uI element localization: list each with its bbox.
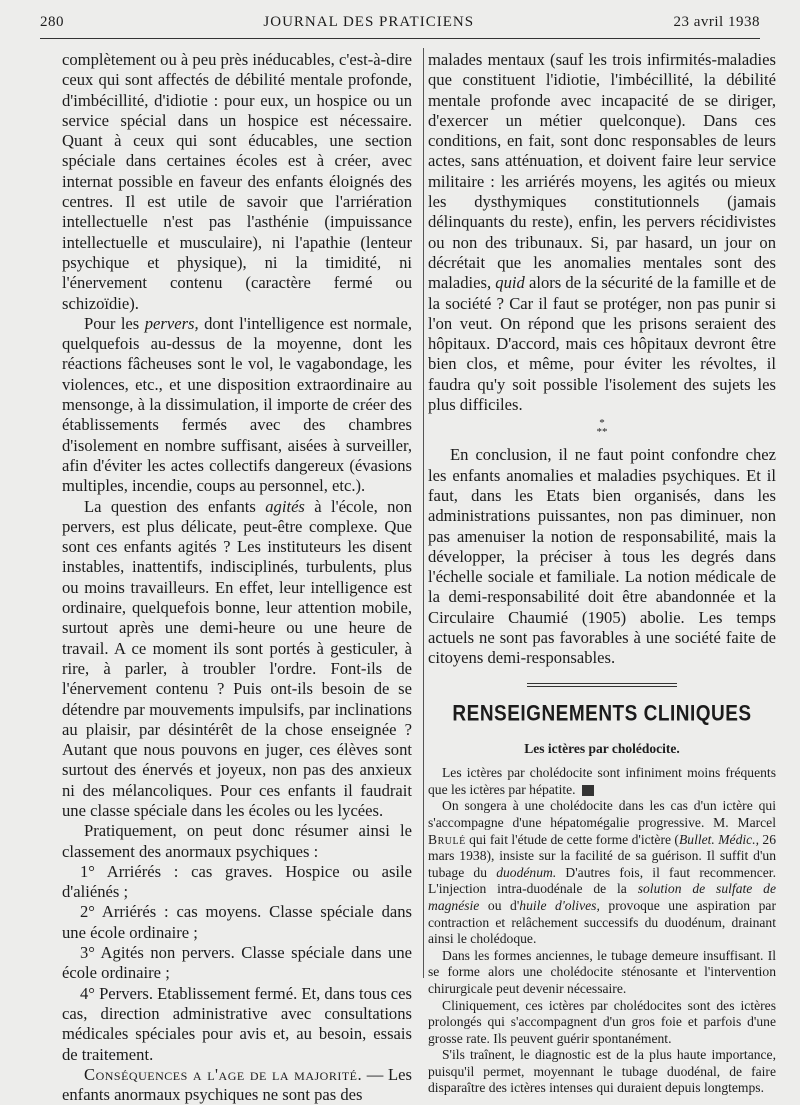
list-item: 2° Arriérés : cas moyens. Classe spéciale dans une école ordinaire ; (62, 902, 412, 942)
paragraph-conclusion: En conclusion, il ne faut point confondre chez les enfants anomalies et maladies psychiques. Et il faut, dans les Etats bien organisés, dans les administrations puissantes, non pas diminuer, non pas amenuiser la notion de responsabilité, mais la développer, la préciser à tous les degrés dans l'échelle sociale et familiale. La notion médicale de la demi-responsabilité doit être abandonnée et la Circulaire Chaumié (1905) abolie. Les temps actuels ne sont pas favorables à une société faite de citoyens demi-responsables. (428, 445, 776, 668)
list-item: 1° Arriérés : cas graves. Hospice ou asile d'aliénés ; (62, 861, 412, 902)
clinical-paragraph: Les ictères par cholédocite sont infiniment moins fréquents que les ictères par hépatite. (428, 765, 776, 797)
paragraph-arrieres: complètement ou à peu près inéducables, c'est-à-dire ceux qui sont affectés de débilité mentale profonde, d'imbécillité, d'idiotie : pour eux, un hospice ou un service spécial dans un hospice est nécessaire. Quant à ceux qui sont éducables, une section spéciale dans certaines écoles est à créer, avec internat possible en faveur des enfants éloignés des centres. Il est utile de savoir que l'arriération intellectuelle n'est pas l'asthénie (impuissance intellectuelle et musculaire), ni l'apathie (lenteur psychique et physique), ni la timidité, ni l'énervement contenu (caractère fermé ou schizoïdie). (62, 50, 412, 313)
section-rule (527, 683, 677, 687)
clinical-paragraph: Cliniquement, ces ictères par cholédocites sont des ictères prolongés qui s'accompagnent d'un gros foie et parfois d'une grosse rate. Ils peuvent guérir spontanément. (428, 997, 776, 1046)
paragraph-malades-mentaux: malades mentaux (sauf les trois infirmités-maladies que constituent l'idiotie, l'imbécillité, la débilité mentale profonde avec incapacité de se diriger, d'exercer un métier quelconque). Dans ces conditions, en fait, sont donc responsables de leurs actes, sans atténuation, et doivent faire leur service militaire : les arriérés moyens, les agités ou mieux les dysthymiques constitutionnels (jamais délinquants du reste), enfin, les pervers récidivistes ou non des tribunaux. Si, par hasard, un jour on décrétait que les anomalies mentales sont des maladies, quid alors de la sécurité de la famille et de la société ? Car il faut se protéger, non pas punir si l'on veut. On répond que les prisons seraient des hôpitaux. D'accord, mais ces hôpitaux devront être bien clos, et même, pour éviter les révoltes, il faudra qu'y soit possible l'isolement des sujets les plus difficiles. (428, 50, 776, 415)
asterism-divider: * ** (596, 417, 608, 439)
page-number: 280 (40, 14, 64, 30)
issue-date: 23 avril 1938 (673, 14, 760, 30)
right-column (428, 50, 776, 1097)
marker-icon (582, 785, 594, 796)
paragraph-agites: La question des enfants agités à l'école, non pervers, est plus délicate, peut-être complexe. Que sont ces enfants agités ? Les instituteurs les disent instables, inattentifs, indisciplinés, turbulents, plus ou moins travailleurs. En effet, leur intelligence est ordinaire, quelquefois bonne, leur attention mobile, surtout après une demi-heure ou une heure de travail. A ce moment ils sont portés à gesticuler, à rire, à parler, à troubler l'ordre. Font-ils de l'énervement contenu ? Puis ont-ils besoin de se détendre par mouvements impulsifs, par inclinations au plaisir, par désintérêt de la chose enseignée ? Autant que nous pouvons en juger, ces élèves sont surtout des énervés et joyeux, non pas des anxieux ni des mélancoliques. Pour ces enfants il faudrait une classe spéciale dans les écoles ou les lycées. (62, 496, 412, 820)
list-item: 3° Agités non pervers. Classe spéciale dans une école ordinaire ; (62, 943, 412, 983)
column-divider (423, 48, 424, 978)
clinical-paragraph: On songera à une cholédocite dans les cas d'un ictère qui s'accompagne d'une hépatomégalie progressive. M. Marcel Brulé qui fait l'étude de cette forme d'ictère (Bullet. Médic., 26 mars 1938), insiste sur la facilité de sa guérison. Il suffit d'un tubage du duodénum. D'autres fois, il faut recommencer. L'injection intra-duodénale de la solution de sulfate de magnésie ou d'huile d'olives, provoque une aspiration par contraction et relâchement successifs du duodénum, drainant ainsi le cholédoque. (428, 798, 776, 947)
left-column (62, 50, 412, 1105)
paragraph-consequences: Conséquences a l'age de la majorité. — Les enfants anormaux psychiques ne sont pas des (62, 1064, 412, 1105)
subheading-consequences: Conséquences a l'age de la majorité. (84, 1064, 363, 1084)
clinical-paragraph: S'ils traînent, le diagnostic est de la plus haute importance, puisqu'il permet, moyennant le tubage duodénal, de faire disparaître des ictères intenses qui duraient depuis longtemps. (428, 1047, 776, 1096)
paragraph-classement: Pratiquement, on peut donc résumer ainsi le classement des anormaux psychiques : (62, 821, 412, 861)
paragraph-pervers: Pour les pervers, dont l'intelligence est normale, quelquefois au-dessus de la moyenne, dont les réactions fâcheuses sont le vol, le vagabondage, les violences, etc., et une disposition extraordinaire au mensonge, à la dissimulation, il importe de créer des établissements fermés avec des chambres d'isolement en nombre suffisant, aisées à surveiller, afin d'éviter les actes collectifs dangereux (évasions multiples, incendie, coups au personnel, etc.). (62, 313, 413, 496)
list-item: 4° Pervers. Etablissement fermé. Et, dans tous ces cas, direction administrative avec consultations médicales spéciales pour avis et, au besoin, essais de traitement. (62, 983, 412, 1064)
header-rule (40, 38, 760, 39)
running-header (40, 14, 760, 36)
journal-title: JOURNAL DES PRATICIENS (263, 14, 475, 30)
article-title: Les ictères par cholédocite. (524, 740, 680, 756)
section-title: RENSEIGNEMENTS CLINIQUES (452, 701, 752, 727)
clinical-paragraph: Dans les formes anciennes, le tubage demeure insuffisant. Il se forme alors une cholédocite sténosante et l'intervention chirurgicale peut devenir nécessaire. (428, 947, 776, 996)
classification-list (62, 862, 412, 1065)
clinical-note (428, 765, 776, 1097)
